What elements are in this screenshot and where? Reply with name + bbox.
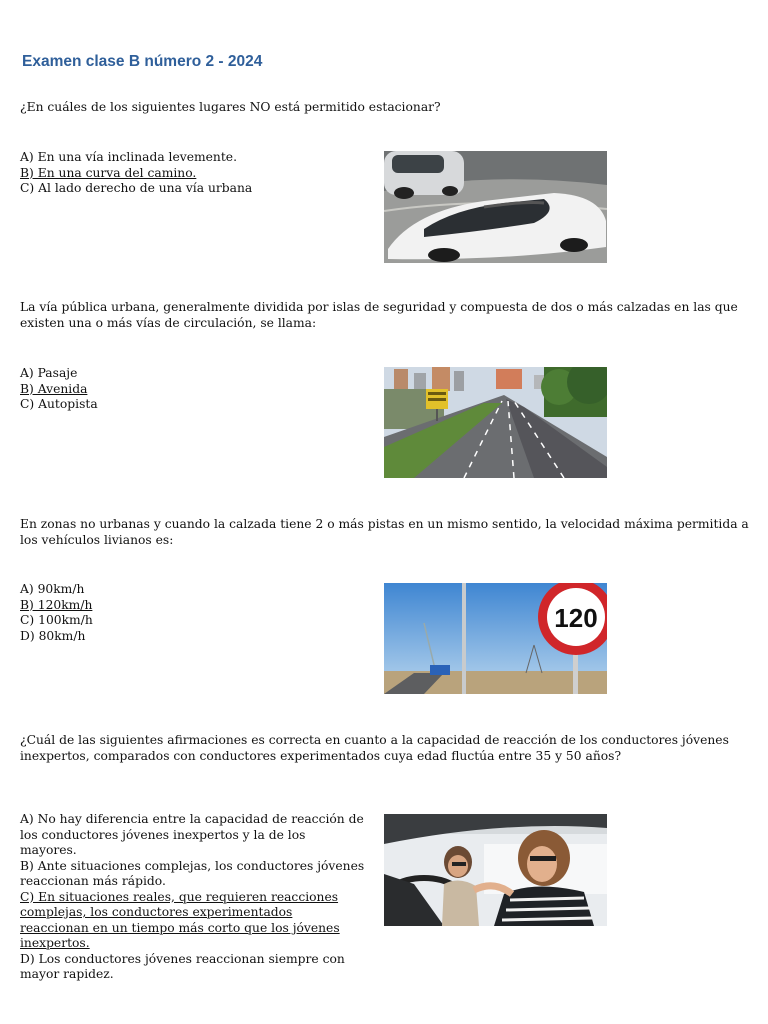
young-driver-image [384, 814, 607, 926]
exam-title: Examen clase B número 2 - 2024 [22, 53, 263, 70]
option-2b-correct[interactable]: B) Avenida [20, 381, 88, 396]
option-4d[interactable]: D) Los conductores jóvenes reaccionan siempre con mayor rapidez. [20, 951, 345, 981]
option-4c-correct[interactable]: C) En situaciones reales, que requieren reacciones complejas, los conductores experimentados reaccionan en un tiempo más corto que los jóvenes inexpertos. [20, 889, 340, 950]
question-4-text: ¿Cuál de las siguientes afirmaciones es correcta en cuanto a la capacidad de reacción de los conductores jóvenes inexpertos, comparados con conductores experimentados cuya edad fluctúa entre 35 y 50 años? [20, 733, 729, 763]
option-4a[interactable]: A) No hay diferencia entre la capacidad de reacción de los conductores jóvenes inexpertos y la de los mayores. [20, 812, 364, 857]
option-2c[interactable]: C) Autopista [20, 397, 98, 411]
question-2-options [20, 366, 98, 413]
cars-curve-image [384, 151, 607, 263]
question-3-text: En zonas no urbanas y cuando la calzada tiene 2 o más pistas en un mismo sentido, la velocidad máxima permitida a los vehículos livianos es: [20, 517, 749, 547]
option-4b[interactable]: B) Ante situaciones complejas, los conductores jóvenes reaccionan más rápido. [20, 858, 365, 888]
option-1a[interactable]: A) En una vía inclinada levemente. [20, 150, 237, 164]
option-3a[interactable]: A) 90km/h [20, 582, 85, 596]
option-3c[interactable]: C) 100km/h [20, 613, 93, 627]
speed-sign-number: 120 [554, 603, 598, 633]
avenue-image [384, 367, 607, 478]
question-2-text: La vía pública urbana, generalmente dividida por islas de seguridad y compuesta de dos o más calzadas en las que existen una o más vías de circulación, se llama: [20, 300, 738, 330]
option-1b-correct[interactable]: B) En una curva del camino. [20, 165, 197, 180]
question-1-options [20, 150, 252, 197]
option-2a[interactable]: A) Pasaje [20, 366, 78, 380]
question-3-options [20, 582, 93, 644]
option-1c[interactable]: C) Al lado derecho de una vía urbana [20, 181, 253, 195]
question-4-options [20, 812, 365, 983]
option-3d[interactable]: D) 80km/h [20, 628, 86, 643]
question-1-text: ¿En cuáles de los siguientes lugares NO está permitido estacionar? [20, 100, 441, 114]
option-3b-correct[interactable]: B) 120km/h [20, 597, 93, 612]
speed-sign-image [384, 583, 607, 694]
